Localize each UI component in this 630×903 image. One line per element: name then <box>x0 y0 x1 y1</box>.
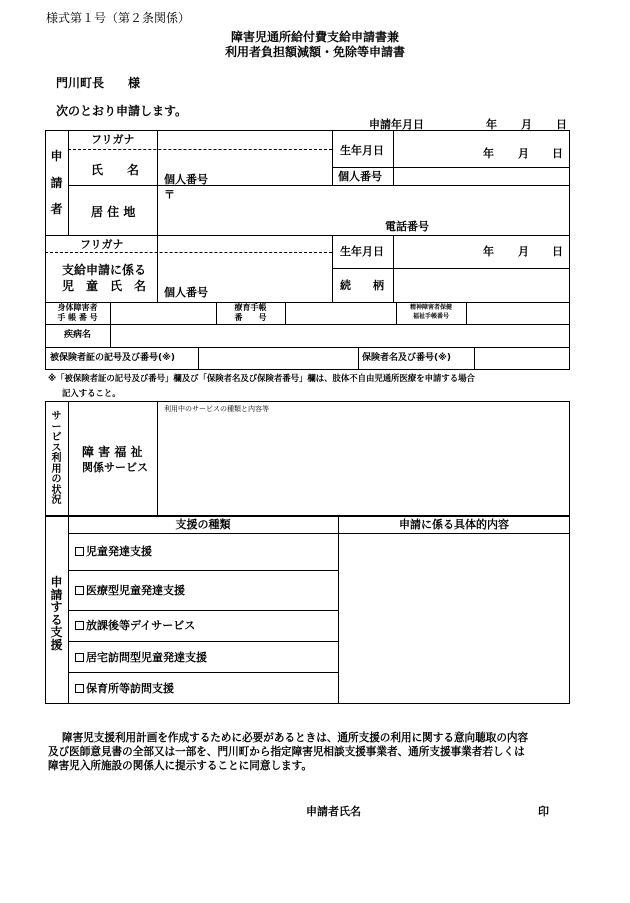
insurer-field[interactable] <box>475 348 569 369</box>
service-category-line2: 関係サービス <box>82 461 148 474</box>
applicant-furigana-field[interactable] <box>158 131 331 148</box>
insurer-label: 保険者名及び番号(※) <box>362 353 451 363</box>
child-relation-field[interactable] <box>394 269 569 301</box>
child-birth-day: 日 <box>552 245 563 258</box>
form-title-line2: 利用者負担額減額・免除等申請書 <box>224 45 405 59</box>
insured-number-field[interactable] <box>199 348 357 369</box>
checkbox[interactable] <box>75 547 84 556</box>
support-option-child-development[interactable]: 児童発達支援 <box>75 546 152 557</box>
service-detail-field[interactable] <box>158 416 569 515</box>
rehab-cert-label-line1: 療育手帳 <box>234 303 267 312</box>
child-birthdate-field[interactable] <box>394 236 569 267</box>
applicant-name-field[interactable] <box>158 150 331 172</box>
service-detail-label: 利用中のサービスの種類と内容等 <box>164 405 269 413</box>
applicant-birthdate-field[interactable] <box>394 131 569 166</box>
applicant-signature-label: 申請者氏名 <box>306 805 361 818</box>
child-relation-label: 続 柄 <box>340 279 384 292</box>
consent-line1: 障害児支援利用計画を作成するために必要があるときは、通所支援の利用に関する意向聴取の内容 <box>62 732 529 744</box>
applicant-personal-number-inline: 個人番号 <box>164 173 208 186</box>
support-option-nursery-visit[interactable]: 保育所等訪問支援 <box>75 683 174 694</box>
applicant-personal-number-field[interactable] <box>394 168 569 184</box>
applicant-name-label: 氏 名 <box>91 163 140 177</box>
rehab-cert-field[interactable] <box>286 303 395 323</box>
note-line1: ※「被保険者証の記号及び番号」欄及び「保険者名及び保険者番号」欄は、肢体不自由児通所医療を申請する場合 <box>48 373 475 383</box>
applicant-birth-year: 年 <box>483 147 494 160</box>
child-birth-month: 月 <box>518 245 529 258</box>
note-line2: 記入すること。 <box>62 388 121 398</box>
physical-cert-label-line1: 身体障害者 <box>57 303 98 312</box>
support-content-header: 申請に係る具体的内容 <box>399 518 509 531</box>
consent-line3: 障害児入所施設の関係人に提示することに同意します。 <box>48 760 312 772</box>
mental-cert-label-line1: 精神障害者保健 <box>409 304 452 311</box>
applicant-phone-label: 電話番号 <box>385 220 429 233</box>
checkbox[interactable] <box>75 586 84 595</box>
checkbox[interactable] <box>75 621 84 630</box>
applicant-birth-day: 日 <box>552 147 563 160</box>
form-title-line1: 障害児通所給付費支給申請書兼 <box>230 30 399 44</box>
applicant-address-label: 居 住 地 <box>91 205 136 219</box>
application-date-year: 年 <box>486 118 497 131</box>
applicant-personal-number-label: 個人番号 <box>338 170 382 183</box>
checkbox[interactable] <box>75 653 84 662</box>
child-furigana-field[interactable] <box>158 236 331 251</box>
applicant-birth-month: 月 <box>518 147 529 160</box>
service-usage-section-label: サ ー ビ ス 利 用 の 状 況 <box>51 411 62 506</box>
support-option-home-visit-development[interactable]: 居宅訪問型児童発達支援 <box>75 652 207 663</box>
rehab-cert-label-line2: 番 号 <box>234 313 267 322</box>
support-type-header: 支援の種類 <box>175 518 231 531</box>
applicant-birthdate-label: 生年月日 <box>340 144 384 157</box>
consent-line2: 及び医師意見書の全部又は一部を、門川町から指定障害児相談支援事業者、通所支援事業者若しくは <box>48 746 525 758</box>
applicant-furigana-label: フリガナ <box>91 133 135 146</box>
disease-field[interactable] <box>111 325 569 346</box>
mental-cert-label-line2: 福祉手帳番号 <box>412 313 449 320</box>
child-birthdate-label: 生年月日 <box>340 245 384 258</box>
postal-mark: 〒 <box>164 188 175 201</box>
physical-cert-field[interactable] <box>111 303 215 323</box>
intro-text: 次のとおり申請します。 <box>56 104 188 118</box>
support-option-medical-child-development[interactable]: 医療型児童発達支援 <box>75 585 185 596</box>
checkbox[interactable] <box>75 684 84 693</box>
child-personal-number-inline: 個人番号 <box>164 286 208 299</box>
application-date-month: 月 <box>521 118 532 131</box>
child-name-label-line2: 児 童 氏 名 <box>62 279 147 293</box>
applicant-section-label: 申 請 者 <box>50 149 63 217</box>
support-option-after-school-day-service[interactable]: 放課後等デイサービス <box>75 620 195 631</box>
addressee: 門川町長 様 <box>56 76 141 90</box>
applicant-phone-field[interactable] <box>432 219 569 234</box>
disease-label: 疾病名 <box>63 330 91 340</box>
child-name-field[interactable] <box>158 253 331 281</box>
form-number: 様式第１号（第２条関係） <box>46 11 191 25</box>
child-furigana-label: フリガナ <box>80 238 124 251</box>
child-name-label-line1: 支給申請に係る <box>62 263 147 277</box>
child-birth-year: 年 <box>483 245 494 258</box>
applicant-address-field[interactable] <box>158 186 569 220</box>
insured-number-label: 被保険者証の記号及び番号(※) <box>50 353 175 363</box>
application-date-label: 申請年月日 <box>369 118 424 131</box>
service-category-line1: 障 害 福 祉 <box>82 445 143 459</box>
applicant-signature-field[interactable] <box>368 800 533 820</box>
application-date-day: 日 <box>556 118 567 131</box>
support-content-field[interactable] <box>339 534 569 703</box>
support-section-label: 申 請 す る 支 援 <box>50 575 63 652</box>
mental-cert-field[interactable] <box>467 303 569 323</box>
seal-mark: 印 <box>538 805 549 818</box>
physical-cert-label-line2: 手 帳 番 号 <box>57 313 98 322</box>
